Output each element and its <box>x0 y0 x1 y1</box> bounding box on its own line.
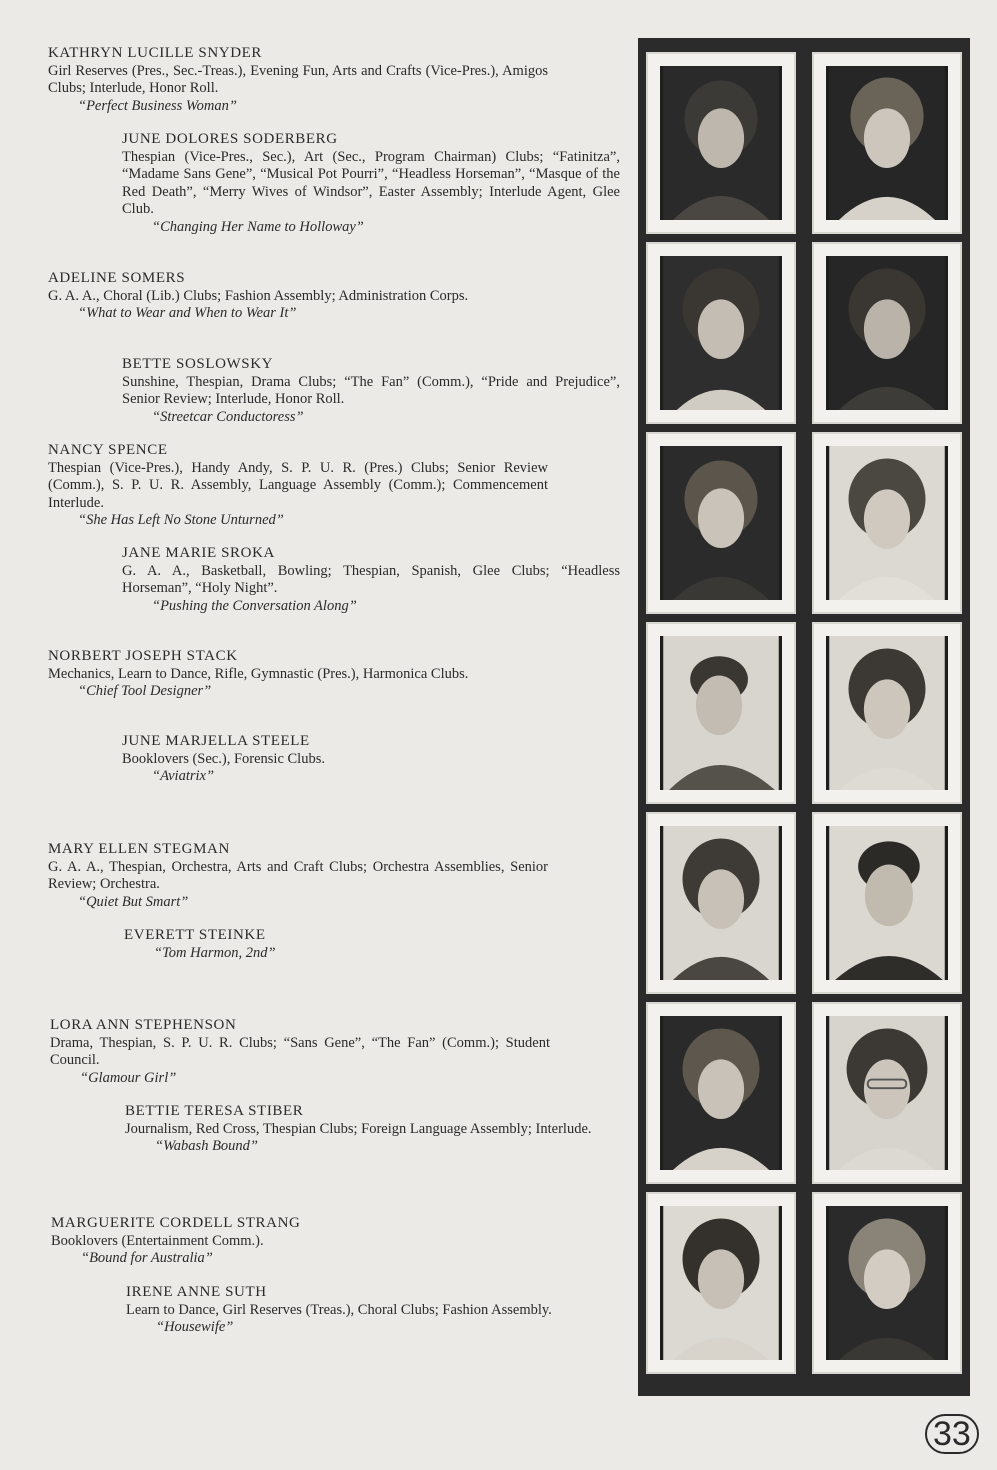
student-motto: “Housewife” <box>156 1319 234 1335</box>
student-entry <box>124 927 622 962</box>
portrait-frame <box>812 242 962 424</box>
student-name: JUNE DOLORES SODERBERG <box>122 131 338 147</box>
portrait-frame <box>812 1192 962 1374</box>
student-activities: Drama, Thespian, S. P. U. R. Clubs; “Sans Gene”, “The Fan” (Comm.); Student Council. <box>50 1034 550 1068</box>
student-name: JUNE MARJELLA STEELE <box>122 733 310 749</box>
student-motto: “Perfect Business Woman” <box>78 97 237 114</box>
portrait-frame <box>646 242 796 424</box>
portrait-silhouette-icon <box>826 636 948 790</box>
portrait-frame <box>812 432 962 614</box>
student-entry <box>122 131 620 236</box>
portrait-photo <box>826 636 948 790</box>
student-entry <box>48 648 548 701</box>
student-activities: G. A. A., Choral (Lib.) Clubs; Fashion Assembly; Administration Corps. <box>48 287 469 304</box>
portrait-silhouette-icon <box>660 256 782 410</box>
portrait-photo <box>660 826 782 980</box>
portrait-photo <box>826 1206 948 1360</box>
student-activities: Sunshine, Thespian, Drama Clubs; “The Fan” (Comm.), “Pride and Prejudice”, Senior Review; Interlude, Honor Roll. <box>122 373 620 407</box>
student-activities: Thespian (Vice-Pres.), Handy Andy, S. P. U. R. (Pres.) Clubs; Senior Review (Comm.), S. P. U. R. Assembly, Language Assembly (Comm.); Commencement Interlude. <box>48 459 548 511</box>
student-motto: “She Has Left No Stone Unturned” <box>78 512 284 528</box>
portrait-silhouette-icon <box>826 1206 948 1360</box>
student-name: NORBERT JOSEPH STACK <box>48 648 238 664</box>
portrait-silhouette-icon <box>826 826 948 980</box>
portrait-silhouette-icon <box>826 446 948 600</box>
portrait-photo <box>660 1016 782 1170</box>
portrait-frame <box>646 622 796 804</box>
student-motto: “Wabash Bound” <box>155 1138 259 1154</box>
student-activities: Girl Reserves (Pres., Sec.-Treas.), Evening Fun, Arts and Crafts (Vice-Pres.), Amigos Clubs; Interlude, Honor Roll. <box>48 62 548 96</box>
student-motto: “Streetcar Conductoress” <box>152 408 304 425</box>
student-name: BETTIE TERESA STIBER <box>125 1103 304 1119</box>
student-name: EVERETT STEINKE <box>124 927 266 943</box>
student-name: NANCY SPENCE <box>48 442 168 458</box>
portrait-photo <box>826 256 948 410</box>
portrait-silhouette-icon <box>826 1016 948 1170</box>
student-name: KATHRYN LUCILLE SNYDER <box>48 45 263 61</box>
portrait-photo <box>660 636 782 790</box>
portrait-frame <box>812 1002 962 1184</box>
student-activities: Journalism, Red Cross, Thespian Clubs; Foreign Language Assembly; Interlude. <box>125 1120 592 1137</box>
portrait-photo <box>660 1206 782 1360</box>
student-motto: “Tom Harmon, 2nd” <box>154 944 276 961</box>
student-name: MARY ELLEN STEGMAN <box>48 841 230 857</box>
student-name: JANE MARIE SROKA <box>122 545 275 561</box>
student-name: MARGUERITE CORDELL STRANG <box>51 1215 301 1231</box>
student-entry <box>122 356 620 426</box>
student-motto: “Pushing the Conversation Along” <box>152 597 357 614</box>
portrait-photo <box>826 1016 948 1170</box>
portrait-silhouette-icon <box>660 446 782 600</box>
portrait-silhouette-icon <box>660 1206 782 1360</box>
student-activities: Mechanics, Learn to Dance, Rifle, Gymnastic (Pres.), Harmonica Clubs. <box>48 665 469 682</box>
student-activities: Booklovers (Entertainment Comm.). <box>51 1232 264 1249</box>
portrait-panel <box>638 38 970 1396</box>
student-activities: G. A. A., Basketball, Bowling; Thespian, Spanish, Glee Clubs; “Headless Horseman”, “Holy Night”. <box>122 562 620 596</box>
portrait-frame <box>646 432 796 614</box>
student-entry <box>48 45 548 115</box>
portrait-silhouette-icon <box>826 256 948 410</box>
student-activities: Learn to Dance, Girl Reserves (Treas.), Choral Clubs; Fashion Assembly. <box>126 1301 552 1318</box>
portrait-frame <box>812 622 962 804</box>
student-entry <box>48 442 548 530</box>
portrait-silhouette-icon <box>826 66 948 220</box>
student-activities: Booklovers (Sec.), Forensic Clubs. <box>122 750 325 767</box>
student-name: BETTE SOSLOWSKY <box>122 356 274 372</box>
portrait-silhouette-icon <box>660 66 782 220</box>
student-name: IRENE ANNE SUTH <box>126 1284 267 1300</box>
portrait-photo <box>660 66 782 220</box>
portrait-silhouette-icon <box>660 1016 782 1170</box>
student-entry <box>122 733 620 786</box>
portrait-frame <box>812 52 962 234</box>
student-entry <box>126 1284 624 1337</box>
student-motto: “Aviatrix” <box>152 768 215 784</box>
portrait-silhouette-icon <box>660 636 782 790</box>
student-motto: “Changing Her Name to Holloway” <box>152 218 364 235</box>
portrait-photo <box>660 446 782 600</box>
portrait-frame <box>812 812 962 994</box>
student-entry <box>125 1103 623 1156</box>
student-motto: “Bound for Australia” <box>81 1250 213 1266</box>
portrait-frame <box>646 1192 796 1374</box>
student-motto: “What to Wear and When to Wear It” <box>78 305 297 321</box>
portrait-photo <box>826 446 948 600</box>
student-activities: G. A. A., Thespian, Orchestra, Arts and Craft Clubs; Orchestra Assemblies, Senior Review; Orchestra. <box>48 858 548 892</box>
student-motto: “Quiet But Smart” <box>78 893 189 910</box>
student-activities: Thespian (Vice-Pres., Sec.), Art (Sec., Program Chairman) Clubs; “Fatinitza”, “Madame Sans Gene”, “Musical Pot Pourri”, “Headless Horseman”, “Masque of the Red Death”, “Merry Wives of Windsor”, Easter Assembly; Interlude Agent, Glee Club. <box>122 148 620 217</box>
portrait-frame <box>646 812 796 994</box>
student-motto: “Chief Tool Designer” <box>78 683 212 699</box>
student-name: LORA ANN STEPHENSON <box>50 1017 237 1033</box>
portrait-frame <box>646 1002 796 1184</box>
portrait-silhouette-icon <box>660 826 782 980</box>
student-entry <box>48 270 548 323</box>
student-motto: “Glamour Girl” <box>80 1069 177 1086</box>
student-name: ADELINE SOMERS <box>48 270 186 286</box>
portrait-photo <box>660 256 782 410</box>
student-entry <box>48 841 548 911</box>
portrait-frame <box>646 52 796 234</box>
portrait-photo <box>826 826 948 980</box>
student-entry <box>51 1215 551 1268</box>
page-number: 33 <box>925 1414 979 1454</box>
student-entry <box>122 545 620 615</box>
student-entry <box>50 1017 550 1087</box>
portrait-photo <box>826 66 948 220</box>
